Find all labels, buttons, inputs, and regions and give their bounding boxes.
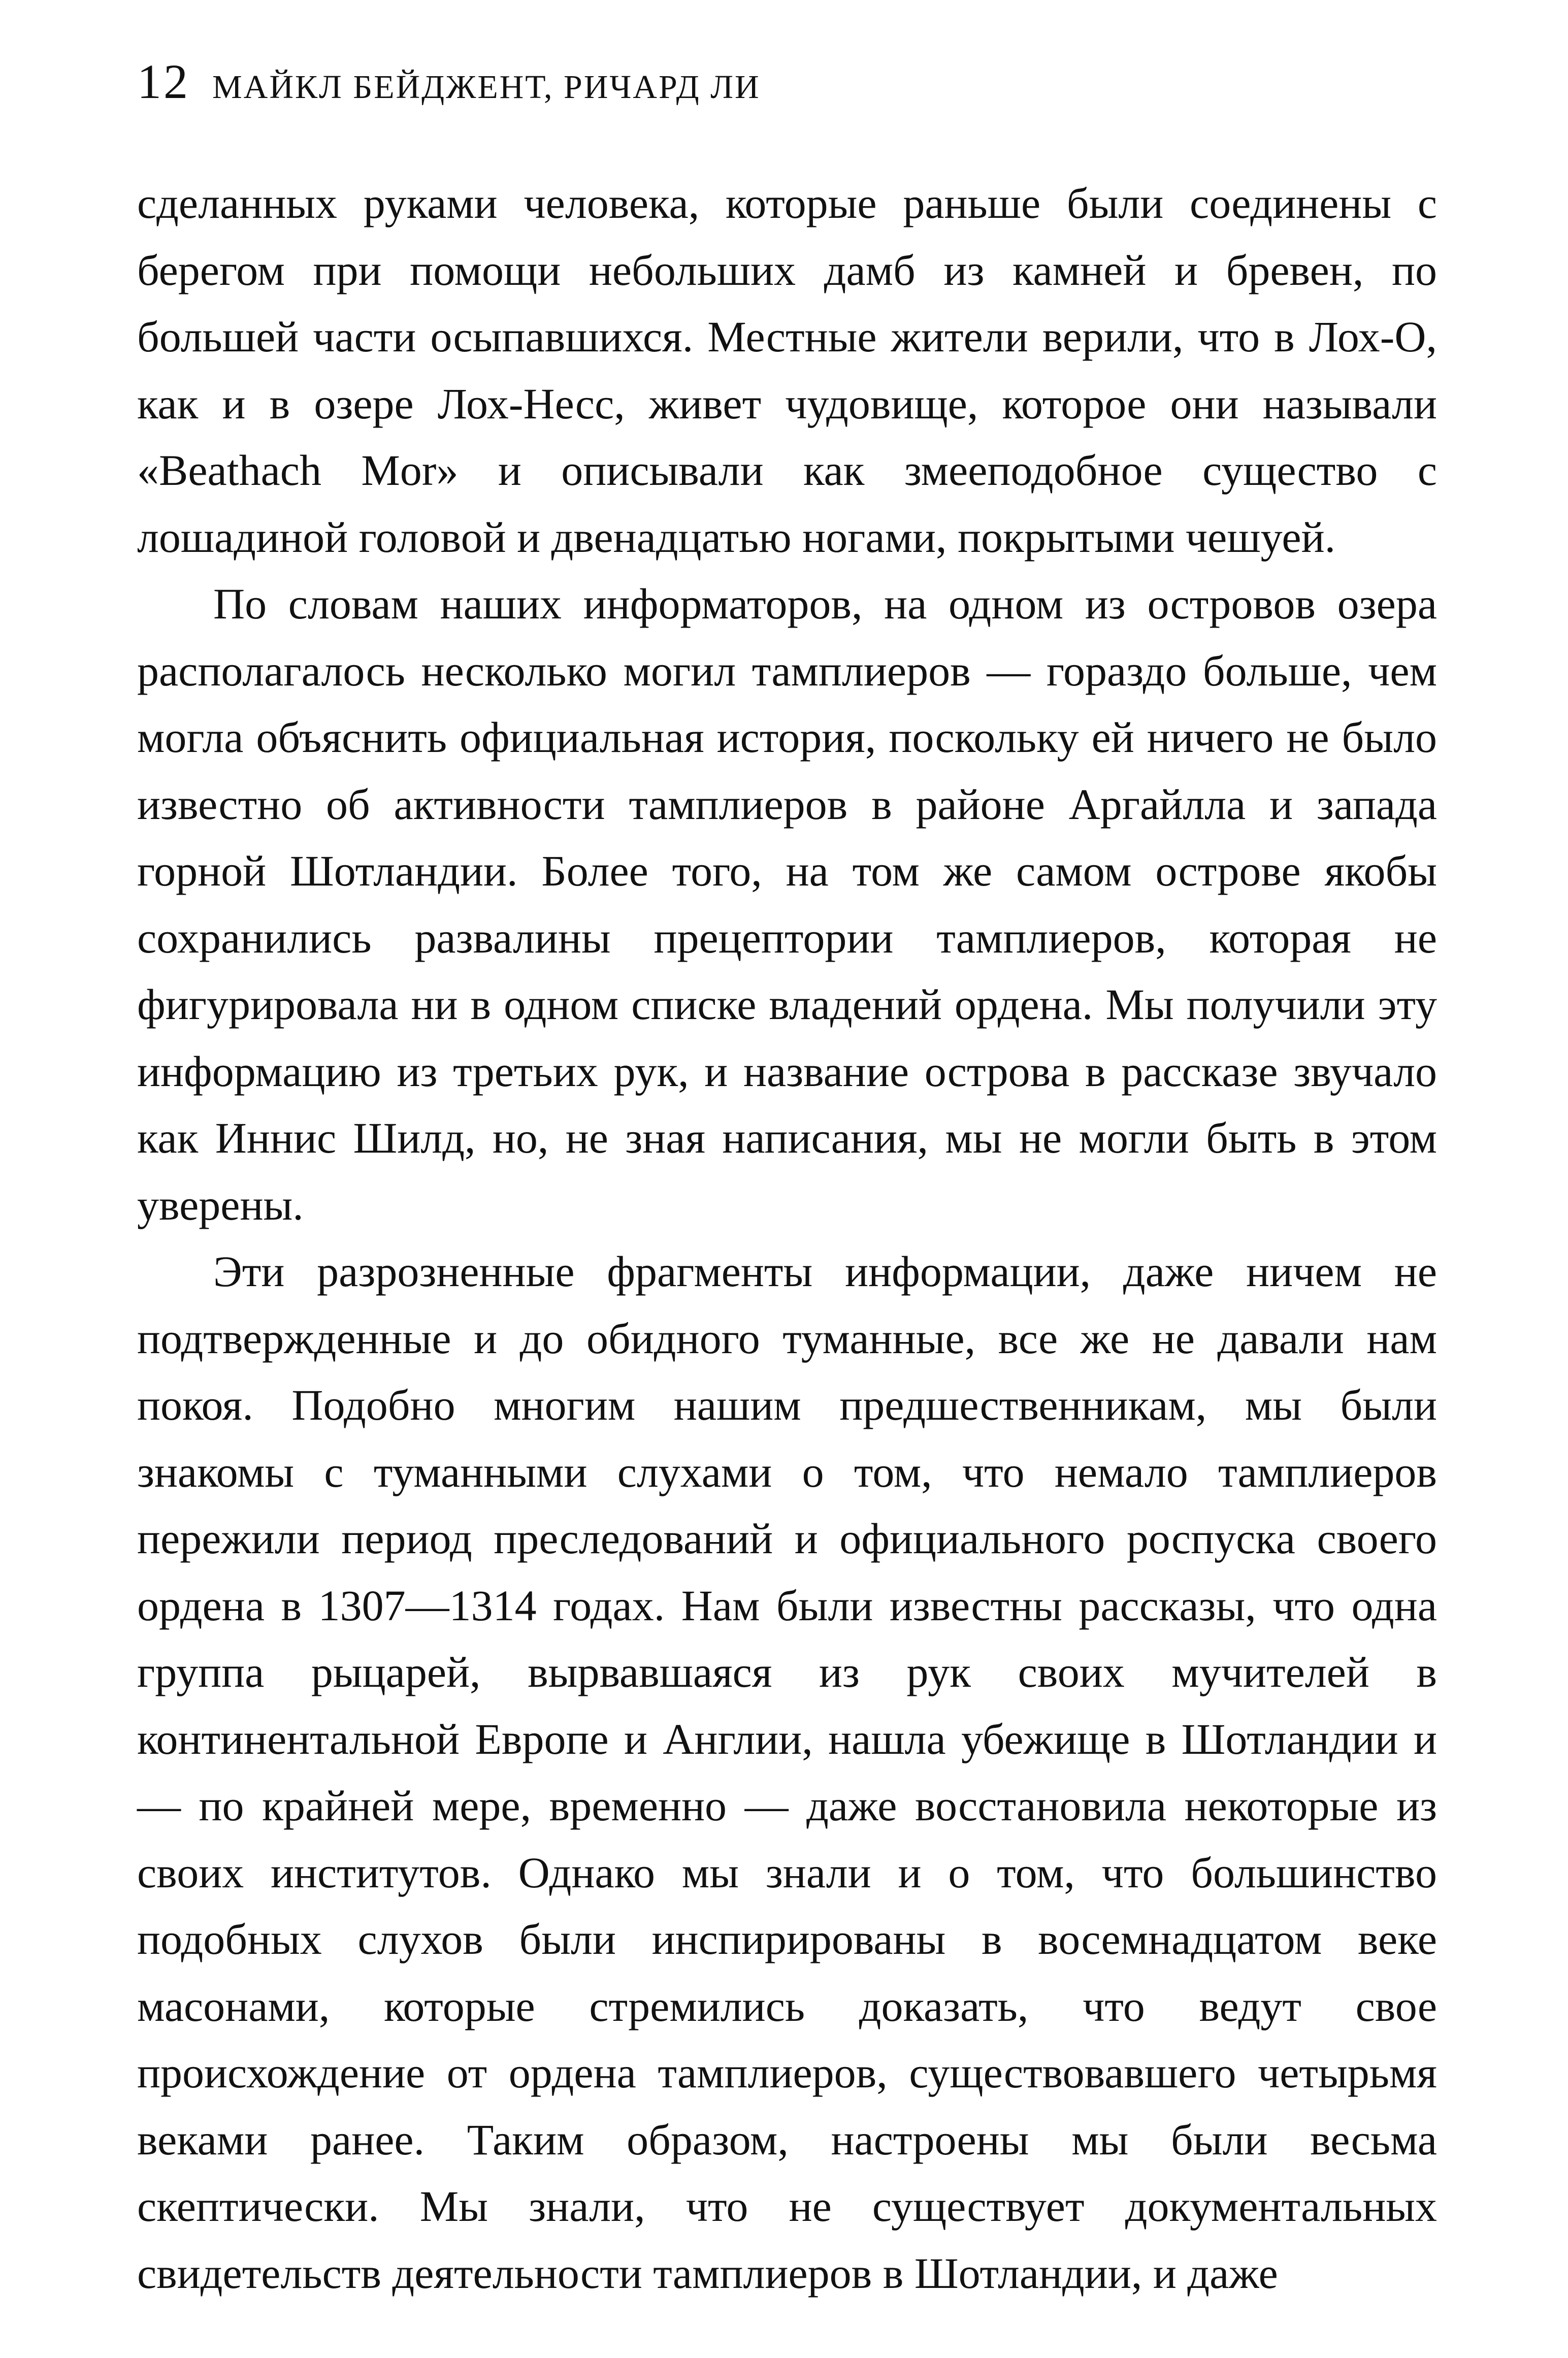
running-head <box>137 53 1437 129</box>
body-text <box>137 170 1437 2307</box>
page-number: 12 <box>137 54 190 109</box>
paragraph-continuation: сделанных руками человека, которые раньше были соединены с берегом при помощи небольших дамб из камней и бревен, по большей части осыпавшихся. Местные жители верили, что в Лох-О, как и в озере Лох-Несс, живет чудовище, которое они называли «Beathach Mor» и описывали как змееподобное существо с лошадиной головой и двенадцатью ногами, покрытыми чешуей. <box>137 179 1437 562</box>
paragraph-informants: По словам наших информаторов, на одном из островов озера располагалось несколько могил тамплиеров — гораздо больше, чем могла объяснить официальная история, поскольку ей ничего не было известно об активности тамплиеров в районе Аргайлла и запада горной Шотландии. Более того, на том же самом острове якобы сохранились развалины прецептории тамплиеров, которая не фигурировала ни в одном списке владений ордена. Мы получили эту информацию из третьих рук, и название острова в рассказе звучало как Иннис Шилд, но, не зная написания, мы не могли быть в этом уверены. <box>137 579 1437 1229</box>
running-title: МАЙКЛ БЕЙДЖЕНТ, РИЧАРД ЛИ <box>212 69 761 106</box>
book-page <box>137 53 1437 2307</box>
paragraph-fragments: Эти разрозненные фрагменты информации, даже ничем не подтвержденные и до обидного туманные, все же не давали нам покоя. Подобно многим нашим предшественникам, мы были знакомы с туманными слухами о том, что немало тамплиеров пережили период преследований и официального роспуска своего ордена в 1307—1314 годах. Нам были известны рассказы, что одна группа рыцарей, вырвавшаяся из рук своих мучителей в континентальной Европе и Англии, нашла убежище в Шотландии и — по крайней мере, временно — даже восстановила некоторые из своих институтов. Однако мы знали и о том, что большинство подобных слухов были инспирированы в восемнадцатом веке масонами, которые стремились доказать, что ведут свое происхождение от ордена тамплиеров, существовавшего четырьмя веками ранее. Таким образом, настроены мы были весьма скептически. Мы знали, что не существует документальных свидетельств деятельности тамплиеров в Шотландии, и даже <box>137 1247 1437 2298</box>
